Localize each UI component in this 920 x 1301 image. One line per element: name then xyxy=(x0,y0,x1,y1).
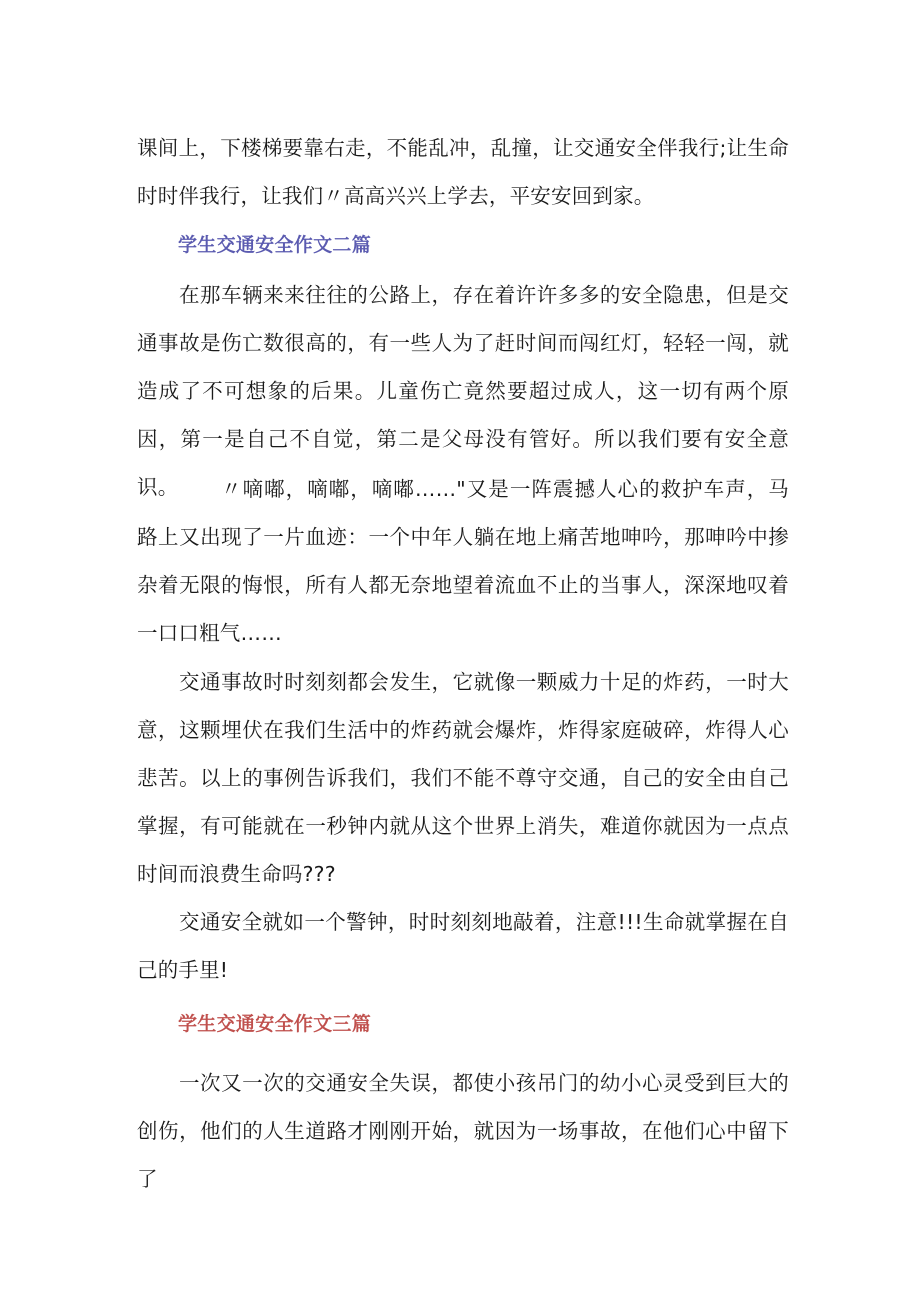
paragraph-essay-three-1: 一次又一次的交通安全失误，都使小孩吊门的幼小心灵受到巨大的创伤，他们的人生道路才刚刚开始，就因为一场事故，在他们心中留下了 xyxy=(137,1071,789,1191)
heading-essay-two: 学生交通安全作文二篇 xyxy=(178,234,372,256)
paragraph-essay-two-3: 交通事故时时刻刻都会发生，它就像一颗威力十足的炸药，一时大意，这颗埋伏在我们生活中的炸药就会爆炸，炸得家庭破碎，炸得人心悲苦。以上的事例告诉我们，我们不能不尊守交通，自己的安全由自己掌握，有可能就在一秒钟内就从这个世界上消失，难道你就因为一点点时间而浪费生命吗??? xyxy=(137,670,789,886)
paragraph-essay-two-2: 〃嘀嘟，嘀嘟，嘀嘟……"又是一阵震撼人心的救护车声，马路上又出现了一片血迹：一个中年人躺在地上痛苦地呻吟，那呻吟中掺杂着无限的悔恨，所有人都无奈地望着流血不止的当事人，深深地叹着一口口粗气…… xyxy=(137,477,789,645)
paragraph-essay-two-4: 交通安全就如一个警钟，时时刻刻地敲着，注意!!!生命就掌握在自己的手里! xyxy=(137,910,789,982)
paragraph-intro: 课间上，下楼梯要靠右走，不能乱冲，乱撞，让交通安全伴我行;让生命时时伴我行，让我们〃高高兴兴上学去，平安安回到家。 xyxy=(137,136,789,208)
paragraph-essay-two-1: 在那车辆来来往往的公路上，存在着许许多多的安全隐患，但是交通事故是伤亡数很高的，有一些人为了赶时间而闯红灯，轻轻一闯，就造成了不可想象的后果。儿童伤亡竟然要超过成人，这一切有两个原因，第一是自己不自觉，第二是父母没有管好。所以我们要有安全意识。 xyxy=(137,283,789,499)
heading-essay-three: 学生交通安全作文三篇 xyxy=(178,1013,372,1035)
